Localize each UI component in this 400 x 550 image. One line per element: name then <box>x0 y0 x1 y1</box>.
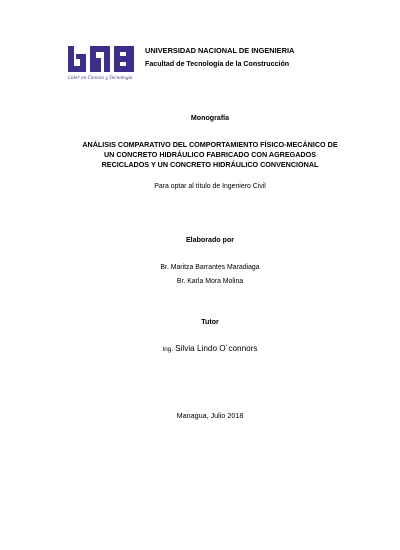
faculty-name: Facultad de Tecnología de la Construcción <box>145 60 290 68</box>
tutor-label: Tutor <box>201 318 219 326</box>
uni-logo-icon <box>66 44 140 76</box>
elaborated-by-label: Elaborado por <box>185 236 235 244</box>
university-logo <box>66 44 140 88</box>
author-name: Br. Karla Mora Molina <box>176 278 244 285</box>
thesis-title-line: RECICLADOS Y UN CONCRETO HIDRÁULICO CONVENCIONAL <box>101 160 319 169</box>
tutor-prefix: Ing. <box>162 346 174 353</box>
thesis-title-line: UN CONCRETO HIDRÁULICO FABRICADO CON AGREGADOS <box>103 150 317 159</box>
author-name: Br. Maritza Barrantes Maradiaga <box>160 264 260 271</box>
degree-purpose: Para optar al título de Ingeniero Civil <box>154 183 266 190</box>
thesis-title-line: ANÁLISIS COMPARATIVO DEL COMPORTAMIENTO FÍSICO-MECÁNICO DE <box>82 140 338 149</box>
tutor-name: Silvia Lindo O´connors <box>175 344 258 353</box>
university-name: UNIVERSIDAD NACIONAL DE INGENIERIA <box>145 46 295 55</box>
tutor-line <box>0 344 400 353</box>
logo-motto: Líder en Ciencia y Tecnología <box>68 76 133 81</box>
place-date: Managua, Julio 2018 <box>176 411 244 420</box>
document-type: Monografía <box>190 114 230 122</box>
